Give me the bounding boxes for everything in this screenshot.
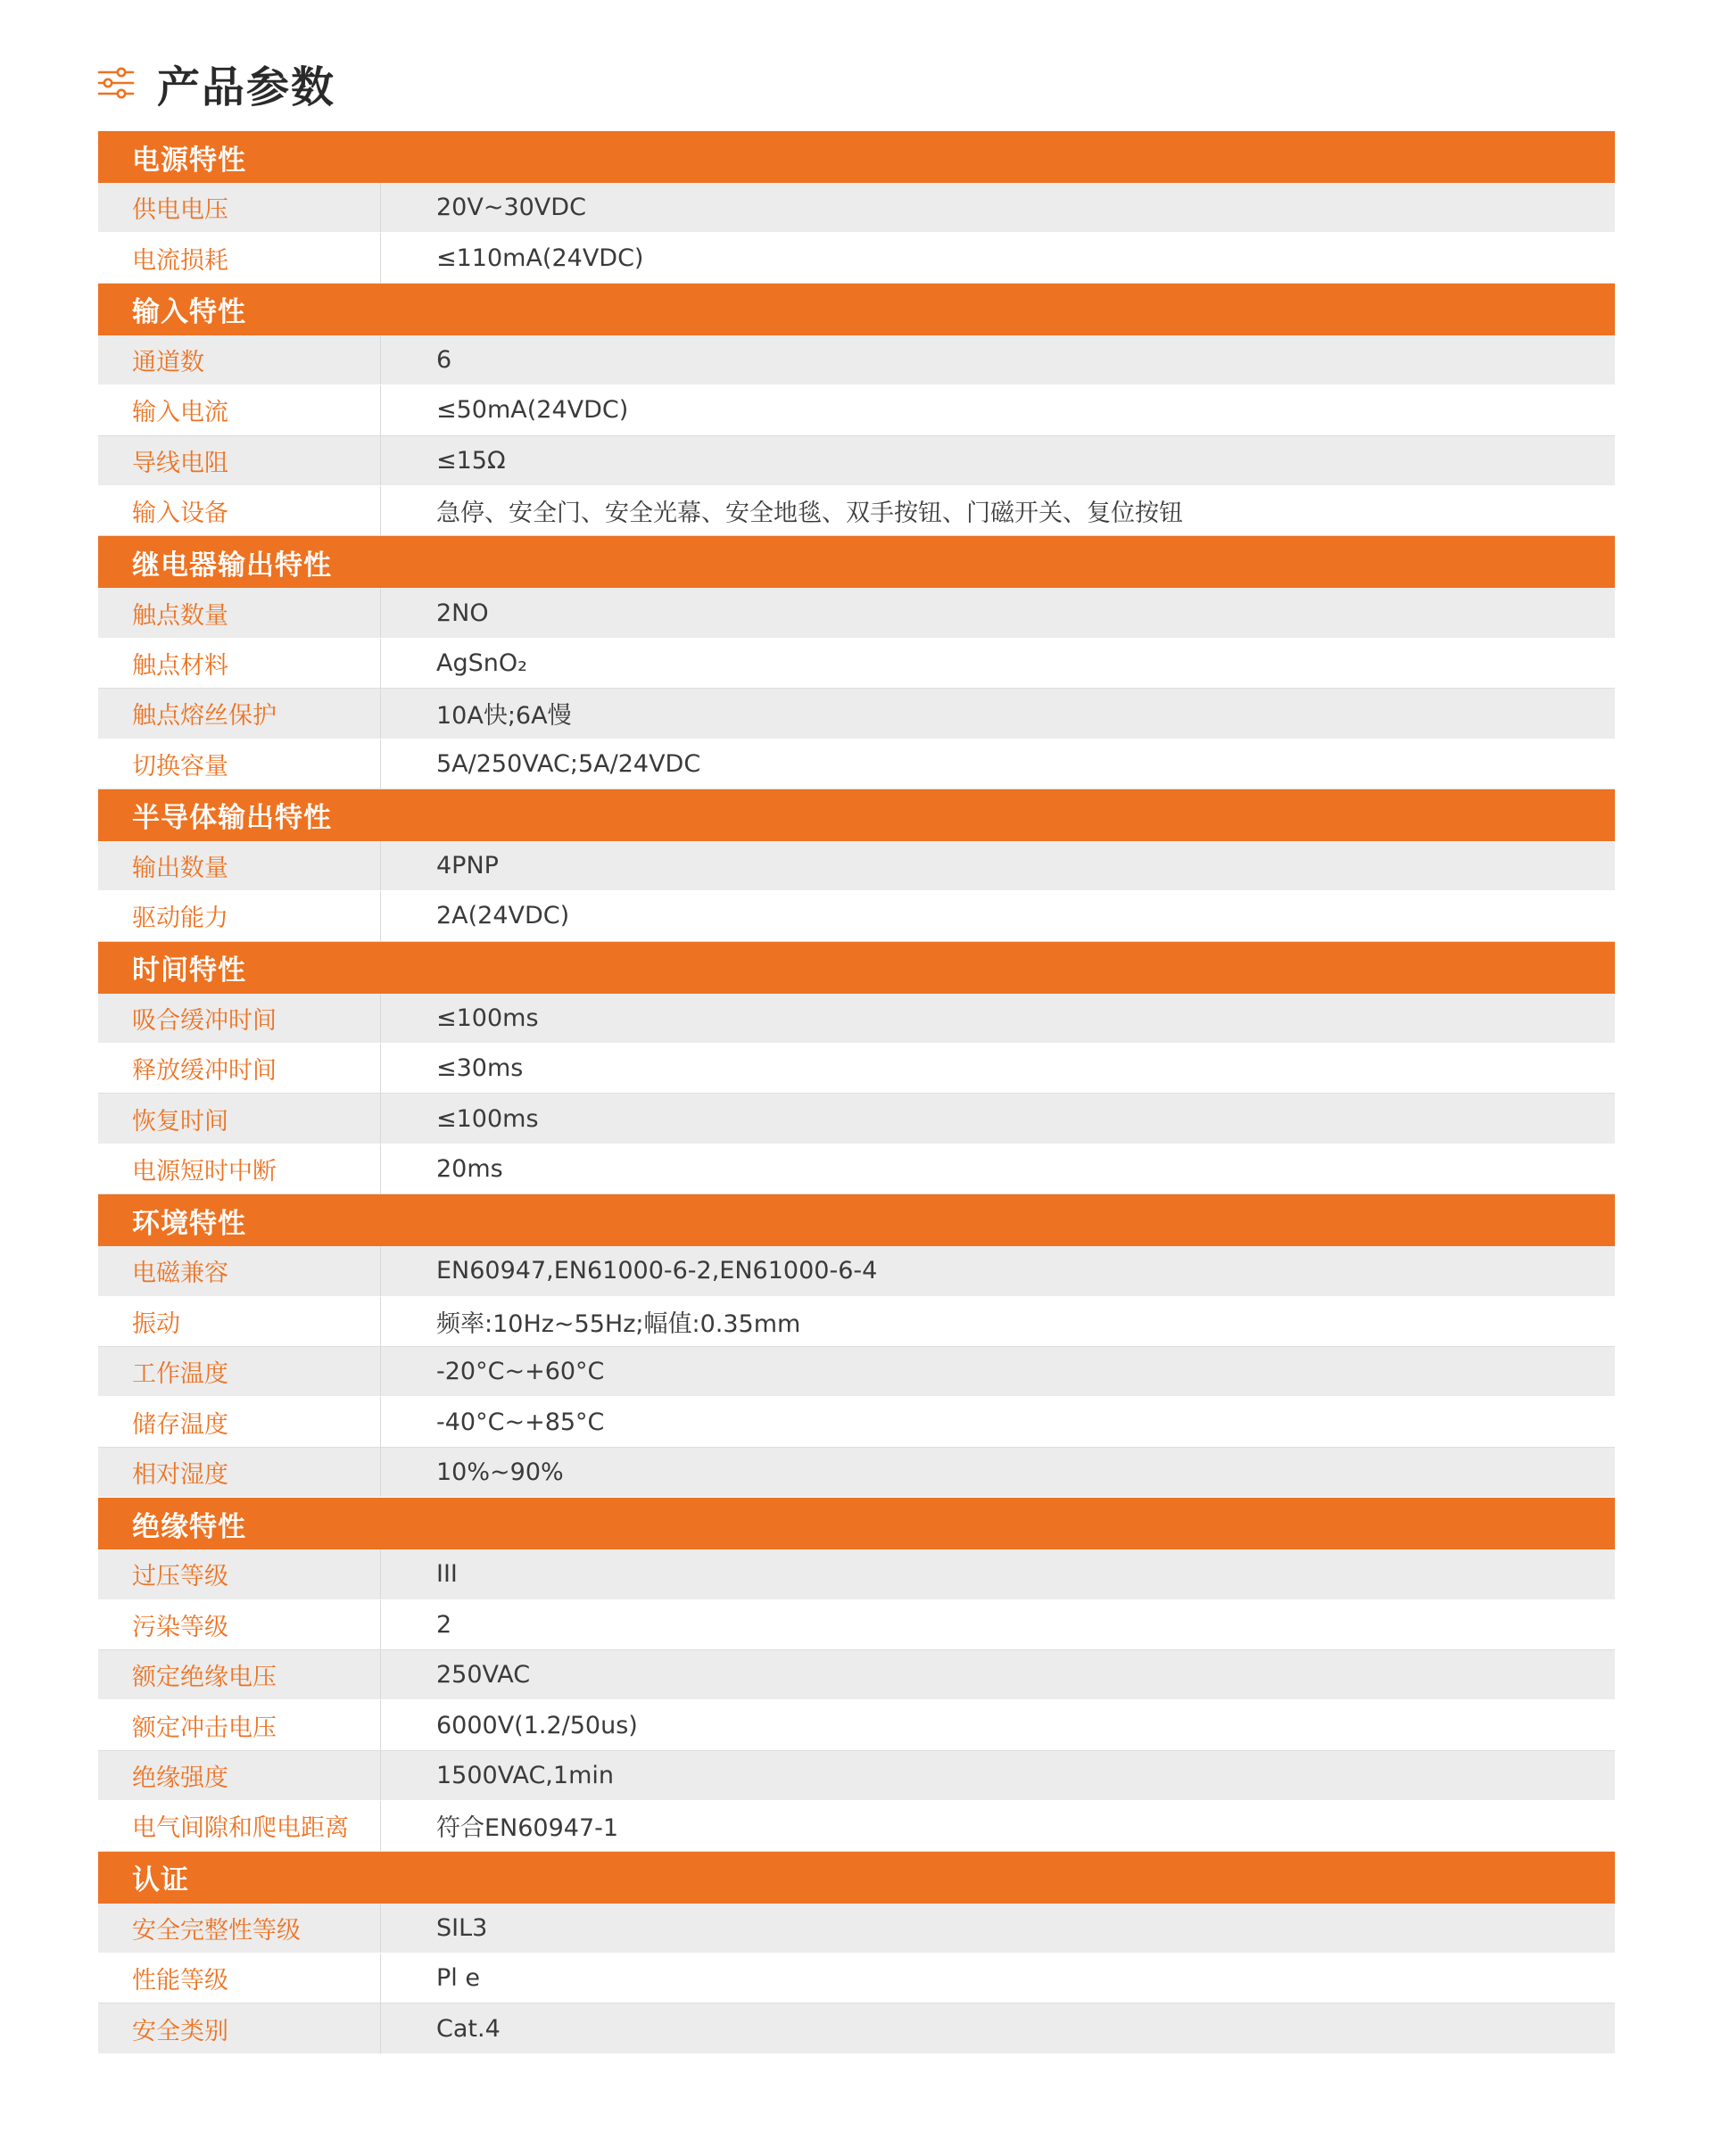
table-row (98, 588, 1615, 638)
table-row (98, 1397, 1615, 1447)
param-label: 过压等级 (98, 1549, 381, 1598)
param-label: 储存温度 (98, 1397, 381, 1446)
section-header (98, 131, 1615, 183)
param-label: 驱动能力 (98, 891, 381, 940)
param-value: -20°C~+60°C (436, 1358, 605, 1386)
param-label: 通道数 (98, 335, 381, 384)
table-row (98, 1650, 1615, 1700)
param-value: ≤100ms (436, 1104, 539, 1133)
param-label: 吸合缓冲时间 (98, 994, 381, 1043)
param-label: 触点熔丝保护 (98, 689, 381, 738)
table-row (98, 335, 1615, 385)
param-label: 安全类别 (98, 2003, 381, 2053)
param-value: EN60947,EN61000-6-2,EN61000-6-4 (436, 1257, 878, 1285)
param-label: 切换容量 (98, 739, 381, 789)
table-row (98, 1751, 1615, 1801)
param-label: 电流损耗 (98, 233, 381, 282)
param-value: 4PNP (436, 852, 499, 880)
section-title: 输入特性 (132, 296, 246, 329)
param-value: 符合EN60947-1 (436, 1814, 619, 1843)
table-row (98, 1904, 1615, 1954)
param-value: AgSnO₂ (436, 648, 527, 677)
param-label: 相对湿度 (98, 1448, 381, 1497)
param-value: 2 (436, 1610, 452, 1639)
table-row (98, 486, 1615, 536)
section-title: 环境特性 (132, 1207, 246, 1240)
param-label: 额定绝缘电压 (98, 1650, 381, 1699)
param-label: 电气间隙和爬电距离 (98, 1801, 381, 1850)
param-label: 工作温度 (98, 1347, 381, 1396)
param-label: 供电电压 (98, 183, 381, 232)
param-value: 2A(24VDC) (436, 902, 570, 930)
section-title: 绝缘特性 (132, 1510, 246, 1543)
param-value: ≤110mA(24VDC) (436, 244, 644, 272)
param-label: 绝缘强度 (98, 1751, 381, 1800)
param-value: ≤100ms (436, 1004, 539, 1032)
param-value: ≤30ms (436, 1054, 524, 1083)
table-row (98, 1448, 1615, 1498)
table-row (98, 1801, 1615, 1851)
param-value: 20ms (436, 1155, 503, 1184)
param-label: 输出数量 (98, 841, 381, 890)
spec-table (98, 131, 1615, 2054)
param-value: 2NO (436, 599, 489, 627)
param-label: 导线电阻 (98, 436, 381, 485)
param-value: 1500VAC,1min (436, 1761, 614, 1789)
param-value: 急停、安全门、安全光幕、安全地毯、双手按钮、门磁开关、复位按钮 (436, 500, 1183, 528)
sliders-icon (96, 63, 136, 103)
table-row (98, 1954, 1615, 2003)
table-row (98, 841, 1615, 891)
table-row (98, 436, 1615, 486)
param-label: 恢复时间 (98, 1094, 381, 1143)
param-label: 电源短时中断 (98, 1144, 381, 1194)
param-label: 安全完整性等级 (98, 1904, 381, 1953)
param-value: Pl e (436, 1964, 480, 1993)
table-row (98, 994, 1615, 1044)
param-value: Cat.4 (436, 2014, 501, 2043)
param-value: SIL3 (436, 1913, 488, 1942)
param-value: ≤50mA(24VDC) (436, 396, 629, 425)
section-header (98, 1498, 1615, 1549)
section-title: 半导体输出特性 (132, 802, 332, 835)
param-label: 释放缓冲时间 (98, 1044, 381, 1093)
param-value: 250VAC (436, 1661, 531, 1689)
table-row (98, 183, 1615, 233)
table-row (98, 1549, 1615, 1599)
section-header (98, 789, 1615, 841)
param-value: 6000V(1.2/50us) (436, 1711, 638, 1739)
param-label: 触点数量 (98, 588, 381, 637)
param-label: 污染等级 (98, 1600, 381, 1649)
section-header (98, 1852, 1615, 1904)
section-header (98, 536, 1615, 588)
table-row (98, 1246, 1615, 1296)
table-row (98, 1094, 1615, 1144)
param-value: III (436, 1560, 458, 1589)
section-header (98, 1194, 1615, 1246)
table-row (98, 1700, 1615, 1750)
page-title: 产品参数 (157, 62, 336, 112)
table-row (98, 1144, 1615, 1194)
param-label: 性能等级 (98, 1954, 381, 2003)
table-row (98, 385, 1615, 435)
section-title: 继电器输出特性 (132, 549, 332, 582)
param-value: 频率:10Hz~55Hz;幅值:0.35mm (436, 1309, 801, 1338)
param-label: 输入电流 (98, 385, 381, 434)
section-header (98, 942, 1615, 994)
param-label: 触点材料 (98, 639, 381, 688)
table-row (98, 739, 1615, 789)
section-title: 认证 (132, 1864, 189, 1897)
table-row (98, 233, 1615, 283)
table-row (98, 639, 1615, 689)
param-value: 10A快;6A慢 (436, 702, 572, 731)
param-label: 额定冲击电压 (98, 1700, 381, 1749)
param-value: 6 (436, 345, 452, 374)
param-value: -40°C~+85°C (436, 1408, 605, 1436)
table-row (98, 891, 1615, 941)
table-row (98, 1347, 1615, 1397)
param-value: 20V~30VDC (436, 194, 586, 222)
param-value: 5A/250VAC;5A/24VDC (436, 749, 701, 778)
page-header (96, 52, 335, 114)
table-row (98, 689, 1615, 739)
param-label: 振动 (98, 1297, 381, 1346)
param-value: 10%~90% (436, 1458, 564, 1486)
section-title: 电源特性 (132, 144, 246, 177)
table-row (98, 1600, 1615, 1650)
section-title: 时间特性 (132, 954, 246, 987)
section-header (98, 284, 1615, 335)
table-row (98, 1044, 1615, 1094)
param-label: 电磁兼容 (98, 1246, 381, 1295)
table-row (98, 1297, 1615, 1347)
param-label: 输入设备 (98, 486, 381, 535)
table-row (98, 2003, 1615, 2053)
param-value: ≤15Ω (436, 446, 506, 475)
